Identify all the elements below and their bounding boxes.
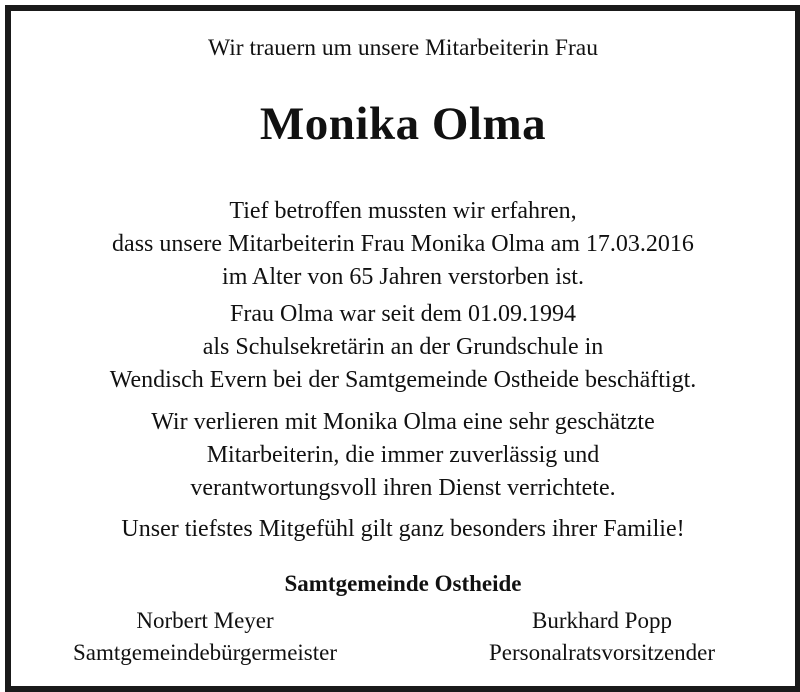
paragraph-tribute xyxy=(11,406,795,505)
paragraph-line: als Schulsekretärin an der Grundschule in xyxy=(202,334,604,360)
obituary-notice xyxy=(5,5,800,692)
signatory-name: Norbert Meyer xyxy=(136,608,274,633)
paragraph-line: dass unsere Mitarbeiterin Frau Monika Olma am 17.03.2016 xyxy=(112,231,694,257)
paragraph-line: verantwortungsvoll ihren Dienst verrichtete. xyxy=(190,475,616,501)
signatory-name: Burkhard Popp xyxy=(532,608,672,633)
paragraph-line: im Alter von 65 Jahren verstorben ist. xyxy=(222,264,584,290)
intro-line: Wir trauern um unsere Mitarbeiterin Frau xyxy=(208,35,598,61)
deceased-name: Monika Olma xyxy=(259,98,547,150)
paragraph-death-announcement xyxy=(11,195,795,294)
paragraph-line: Wendisch Evern bei der Samtgemeinde Ostheide beschäftigt. xyxy=(109,367,697,393)
paragraph-line: Frau Olma war seit dem 01.09.1994 xyxy=(230,301,576,327)
paragraph-line: Tief betroffen mussten wir erfahren, xyxy=(229,198,577,224)
signatory-title: Personalratsvorsitzender xyxy=(488,640,716,665)
signatory-right xyxy=(424,605,780,669)
signatory-title: Samtgemeindebürgermeister xyxy=(73,640,337,665)
signatory-left xyxy=(33,605,377,669)
paragraph-employment xyxy=(11,298,795,397)
paragraph-line: Wir verlieren mit Monika Olma eine sehr geschätzte xyxy=(151,409,655,435)
paragraph-line: Mitarbeiterin, die immer zuverlässig und xyxy=(206,442,600,468)
organization-name: Samtgemeinde Ostheide xyxy=(284,571,522,596)
condolence-line: Unser tiefstes Mitgefühl gilt ganz besonders ihrer Familie! xyxy=(121,516,685,542)
